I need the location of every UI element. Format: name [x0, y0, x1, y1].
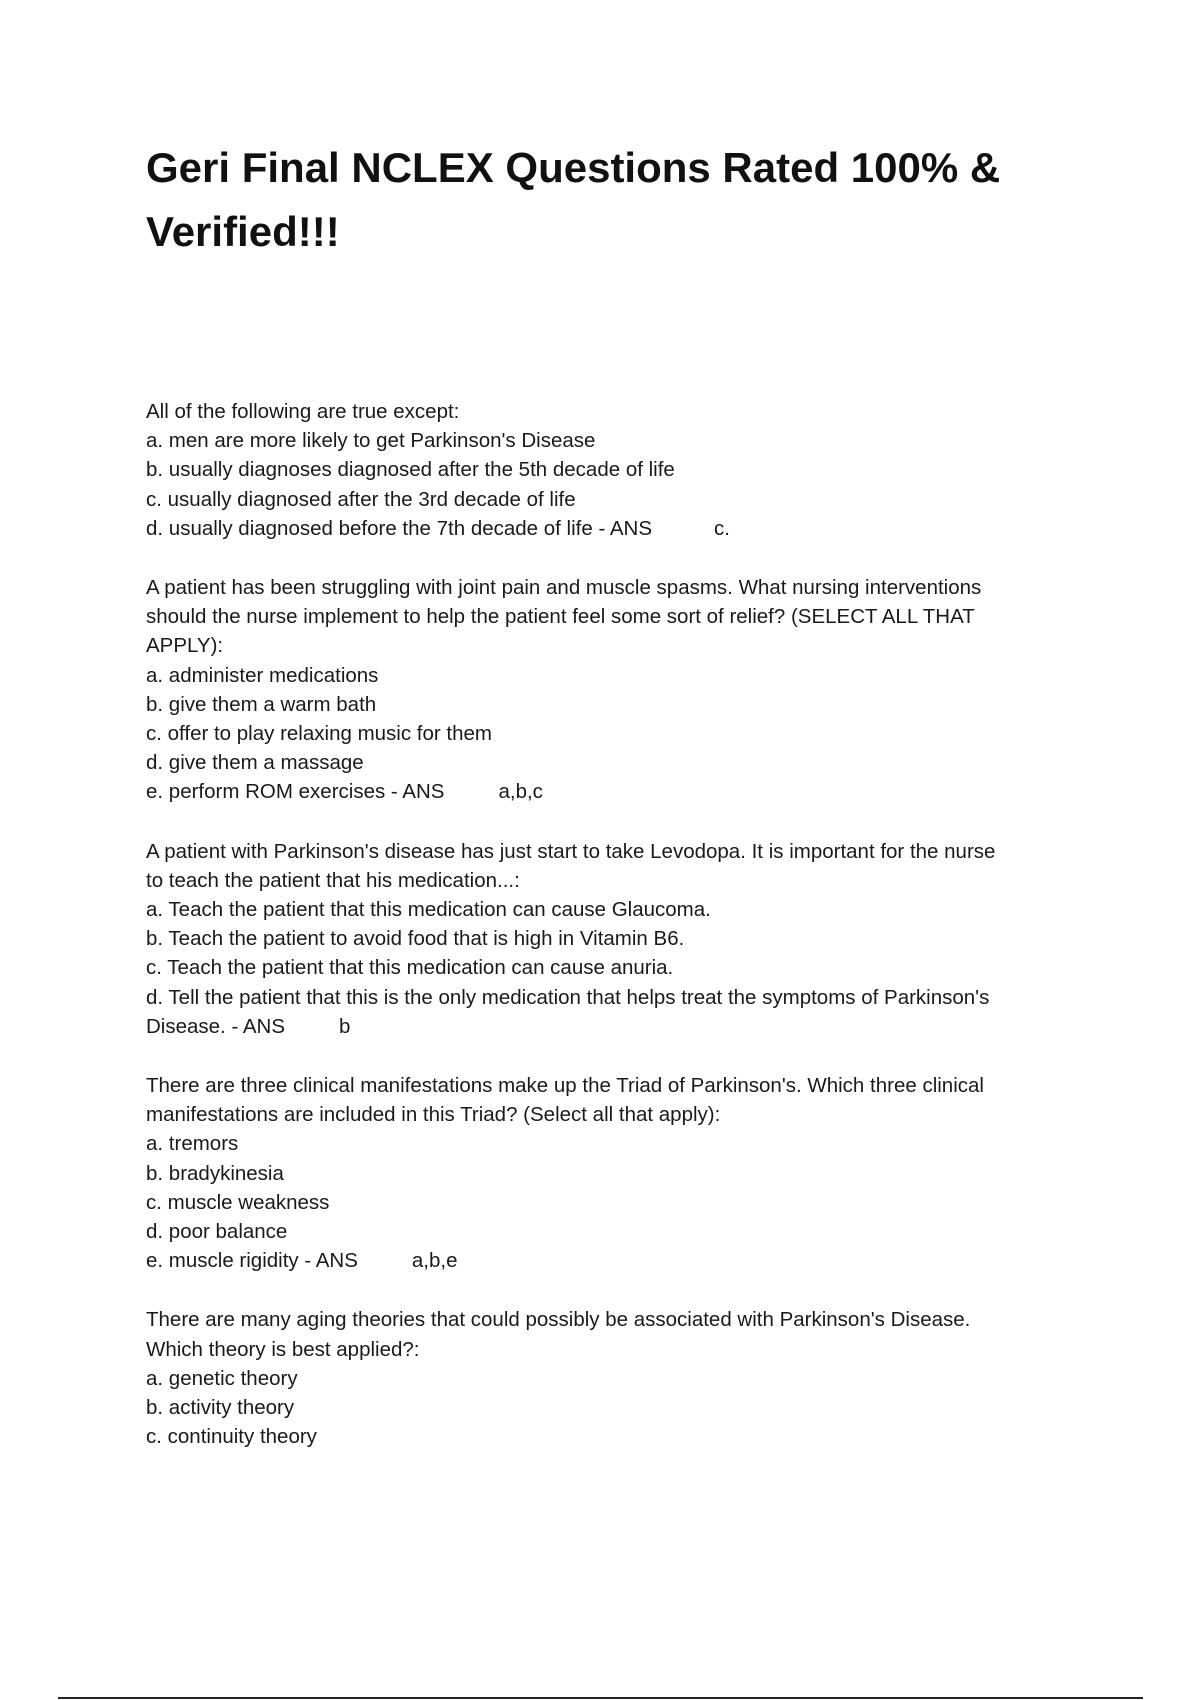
question-2-answer: a,b,c	[498, 780, 543, 804]
question-1-answer: c.	[714, 516, 730, 540]
question-3-option-c: c. Teach the patient that this medication can cause anuria.	[146, 956, 674, 980]
question-5-option-b: b. activity theory	[146, 1396, 295, 1420]
question-1-option-c: c. usually diagnosed after the 3rd decade of life	[146, 487, 576, 511]
question-3	[146, 837, 1086, 1041]
question-5-option-c: c. continuity theory	[146, 1425, 317, 1449]
question-3-answer: b	[339, 1014, 351, 1038]
question-4-option-d: d. poor balance	[146, 1220, 288, 1244]
question-1-option-a: a. men are more likely to get Parkinson's Disease	[146, 429, 596, 453]
question-4-option-b: b. bradykinesia	[146, 1161, 284, 1185]
question-4-option-e: e. muscle rigidity - ANS	[146, 1249, 358, 1273]
question-1	[146, 397, 1086, 543]
page-bottom-rule	[58, 1697, 1143, 1699]
question-1-option-b: b. usually diagnoses diagnosed after the 5th decade of life	[146, 458, 675, 482]
question-2-stem-line-1: A patient has been struggling with joint pain and muscle spasms. What nursing interventions	[146, 576, 982, 600]
question-3-stem-line-1: A patient with Parkinson's disease has just start to take Levodopa. It is important for the nurse	[146, 839, 996, 863]
question-4-option-a: a. tremors	[146, 1132, 239, 1156]
question-2-option-a: a. administer medications	[146, 663, 379, 687]
question-4-answer-line	[146, 1246, 1086, 1275]
question-2-stem-line-2: should the nurse implement to help the patient feel some sort of relief? (SELECT ALL THAT	[146, 605, 975, 629]
question-5-stem-line-2: Which theory is best applied?:	[146, 1337, 420, 1361]
question-2-stem-line-3: APPLY):	[146, 634, 224, 658]
question-1-answer-line	[146, 514, 1086, 543]
question-2-option-d: d. give them a massage	[146, 751, 364, 775]
question-2	[146, 573, 1086, 807]
question-3-option-d-continued: Disease. - ANS	[146, 1014, 285, 1038]
question-4-option-c: c. muscle weakness	[146, 1190, 330, 1214]
question-3-option-b: b. Teach the patient to avoid food that is high in Vitamin B6.	[146, 927, 685, 951]
question-3-option-d: d. Tell the patient that this is the only medication that helps treat the symptoms of Parkinson's	[146, 985, 990, 1009]
question-5-option-a: a. genetic theory	[146, 1366, 298, 1390]
question-4-answer: a,b,e	[411, 1249, 458, 1273]
page-title: Geri Final NCLEX Questions Rated 100% & Verified!!!	[146, 144, 1001, 255]
question-4-stem-line-1: There are three clinical manifestations make up the Triad of Parkinson's. Which three clinical	[146, 1074, 984, 1098]
question-3-option-a: a. Teach the patient that this medication can cause Glaucoma.	[146, 898, 711, 922]
question-2-option-b: b. give them a warm bath	[146, 692, 377, 716]
question-1-option-d: d. usually diagnosed before the 7th decade of life - ANS	[146, 516, 653, 540]
question-5	[146, 1305, 1086, 1451]
question-2-option-c: c. offer to play relaxing music for them	[146, 722, 492, 746]
question-1-stem: All of the following are true except:	[146, 400, 460, 423]
question-list	[146, 397, 1086, 1482]
question-4	[146, 1071, 1086, 1275]
question-3-answer-line	[146, 1012, 1086, 1041]
question-2-option-e: e. perform ROM exercises - ANS	[146, 780, 445, 804]
question-5-stem-line-1: There are many aging theories that could possibly be associated with Parkinson's Disease.	[146, 1308, 971, 1332]
question-2-answer-line	[146, 777, 1086, 806]
question-3-stem-line-2: to teach the patient that his medication...:	[146, 868, 520, 892]
question-4-stem-line-2: manifestations are included in this Triad? (Select all that apply):	[146, 1103, 721, 1127]
